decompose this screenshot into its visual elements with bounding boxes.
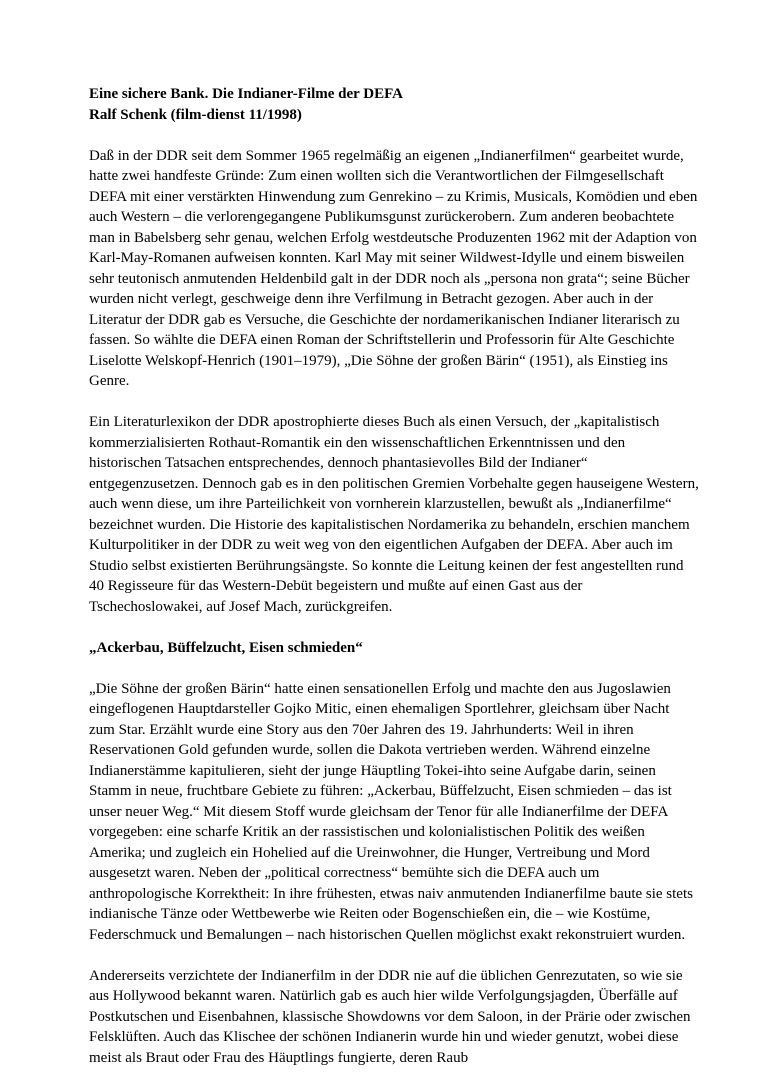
- document-page: [89, 84, 699, 1089]
- paragraph-2: Ein Literaturlexikon der DDR apostrophierte dieses Buch als einen Versuch, der „kapitalistisch kommerzialisierten Rothaut-Romantik ein den wissenschaftlichen Erkenntnissen und den historischen Tatsachen entsprechendes, dennoch phantasievolles Bild der Indianer“ entgegenzusetzen. Dennoch gab es in den politischen Gremien Vorbehalte gegen hauseigene Western, auch wenn diese, um ihre Parteilichkeit von vornherein klarzustellen, bewußt als „Indianerfilme“ bezeichnet wurden. Die Historie des kapitalistischen Nordamerika zu behandeln, erschien manchem Kulturpolitiker in der DDR zu weit weg von den eigentlichen Aufgaben der DEFA. Aber auch im Studio selbst existierten Berührungsängste. So konnte die Leitung keinen der fest angestellten rund 40 Regisseure für das Western-Debüt begeistern und mußte auf einen Gast aus der Tschechoslowakei, auf Josef Mach, zurückgreifen.: [89, 414, 699, 615]
- article-title: Eine sichere Bank. Die Indianer-Filme der DEFA: [89, 86, 404, 102]
- section-heading: „Ackerbau, Büffelzucht, Eisen schmieden“: [89, 639, 363, 656]
- article-byline: Ralf Schenk (film-dienst 11/1998): [89, 106, 302, 123]
- paragraph-3: „Die Söhne der großen Bärin“ hatte einen sensationellen Erfolg und machte den aus Jugoslawien eingeflogenen Hauptdarsteller Gojko Mitic, einen ehemaligen Sportlehrer, gleichsam über Nacht zum Star. Erzählt wurde eine Story aus den 70er Jahren des 19. Jahrhunderts: Weil in ihren Reservationen Gold gefunden wurde, sollen die Dakota vertrieben werden. Während einzelne Indianerstämme kapitulieren, sieht der junge Häuptling Tokei-ihto seine Aufgabe darin, seinen Stamm in neue, fruchtbare Gebiete zu führen: „Ackerbau, Büffelzucht, Eisen schmieden – das ist unser neuer Weg.“ Mit diesem Stoff wurde gleichsam der Tenor für alle Indianerfilme der DEFA vorgegeben: eine scharfe Kritik an der rassistischen und kolonialistischen Politik des weißen Amerika; und zugleich ein Hohelied auf die Ureinwohner, die Hunger, Vertreibung und Mord ausgesetzt waren. Neben der „political correctness“ bemühte sich die DEFA auch um anthropologische Korrektheit: In ihre frühesten, etwas naiv anmutenden Indianerfilme baute sie stets indianische Tänze oder Wettbewerbe wie Reiten oder Bogenschießen ein, die – wie Kostüme, Federschmuck und Bemalungen – nach historischen Quellen möglichst exakt rekonstruiert wurden.: [89, 680, 693, 943]
- title-block: [89, 84, 699, 125]
- paragraph-1: Daß in der DDR seit dem Sommer 1965 regelmäßig an eigenen „Indianerfilmen“ gearbeitet wurde, hatte zwei handfeste Gründe: Zum einen wollten sich die Verantwortlichen der Filmgesellschaft DEFA mit einer verstärkten Hinwendung zum Genrekino – zu Krimis, Musicals, Komödien und eben auch Western – die verlorengegangene Publikumsgunst zurückerobern. Zum anderen beobachtete man in Babelsberg sehr genau, welchen Erfolg westdeutsche Produzenten 1962 mit der Adaption von Karl-May-Romanen aufweisen konnten. Karl May mit seiner Wildwest-Idylle und einem bisweilen sehr teutonisch anmutenden Heldenbild galt in der DDR noch als „persona non grata“; seine Bücher wurden nicht verlegt, geschweige denn ihre Verfilmung in Betracht gezogen. Aber auch in der Literatur der DDR gab es Versuche, die Geschichte der nordamerikanischen Indianer literarisch zu fassen. So wählte die DEFA einen Roman der Schriftstellerin und Professorin für Alte Geschichte Liselotte Welskopf-Henrich (1901–1979), „Die Söhne der großen Bärin“ (1951), als Einstieg ins Genre.: [89, 147, 698, 389]
- paragraph-4: Andererseits verzichtete der Indianerfilm in der DDR nie auf die üblichen Genrezutaten, so wie sie aus Hollywood bekannt waren. Natürlich gab es auch hier wilde Verfolgungsjagden, Überfälle auf Postkutschen und Eisenbahnen, klassische Showdowns vor dem Saloon, in der Prärie oder zwischen Felsklüften. Auch das Klischee der schönen Indianerin wurde hin und wieder genutzt, wobei diese meist als Braut oder Frau des Häuptlings fungierte, deren Raub: [89, 967, 691, 1066]
